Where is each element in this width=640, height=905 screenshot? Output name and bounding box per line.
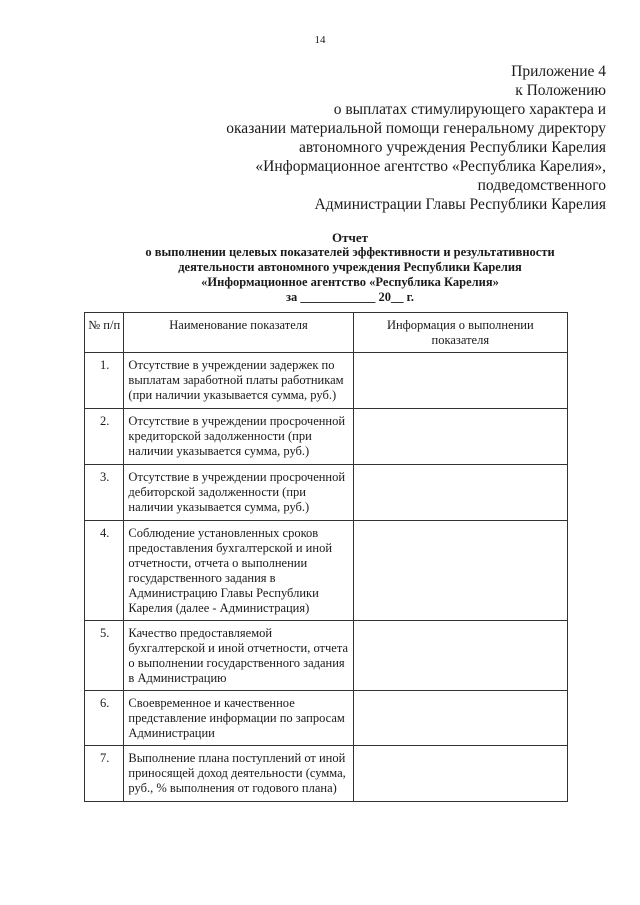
row-number: 6.	[85, 691, 124, 746]
appendix-line: «Информационное агентство «Республика Карелия»,	[255, 158, 606, 175]
row-indicator: Своевременное и качественное представление информации по запросам Администрации	[124, 691, 353, 746]
indicators-table	[84, 312, 568, 802]
header-number: № п/п	[85, 313, 124, 353]
table-row	[85, 746, 568, 802]
report-subtitle-line: о выполнении целевых показателей эффективности и результативности	[145, 245, 555, 259]
row-number: 2.	[85, 409, 124, 465]
appendix-line: Приложение 4	[511, 63, 606, 80]
row-number: 5.	[85, 621, 124, 691]
row-number: 1.	[85, 353, 124, 409]
row-info-cell[interactable]	[353, 465, 567, 521]
header-info: Информация о выполнении показателя	[353, 313, 567, 353]
appendix-line: к Положению	[515, 82, 606, 99]
table-row	[85, 465, 568, 521]
table-row	[85, 691, 568, 746]
row-number: 7.	[85, 746, 124, 802]
report-period: за ____________ 20__ г.	[285, 290, 415, 304]
report-title: Отчет	[332, 230, 368, 245]
row-indicator: Выполнение плана поступлений от иной приносящей доход деятельности (сумма, руб., % выполнения от годового плана)	[124, 746, 353, 802]
page-number: 14	[314, 34, 326, 46]
appendix-line: подведомственного	[477, 177, 606, 194]
row-info-cell[interactable]	[353, 691, 567, 746]
row-indicator: Соблюдение установленных сроков предоставления бухгалтерской и иной отчетности, отчета о выполнении государственного задания в Администрацию Главы Республики Карелия (далее - Администрация)	[124, 521, 353, 621]
row-info-cell[interactable]	[353, 621, 567, 691]
row-indicator: Отсутствие в учреждении просроченной кредиторской задолженности (при наличии указывается сумма, руб.)	[124, 409, 353, 465]
row-number: 3.	[85, 465, 124, 521]
row-indicator: Отсутствие в учреждении задержек по выплатам заработной платы работникам (при наличии указывается сумма, руб.)	[124, 353, 353, 409]
row-info-cell[interactable]	[353, 409, 567, 465]
row-indicator: Отсутствие в учреждении просроченной дебиторской задолженности (при наличии указывается сумма, руб.)	[124, 465, 353, 521]
table-header-row	[85, 313, 568, 353]
table-row	[85, 621, 568, 691]
report-subtitle-line: деятельности автономного учреждения Республики Карелия	[178, 260, 522, 274]
appendix-line: оказании материальной помощи генеральному директору	[226, 120, 606, 137]
table-row	[85, 409, 568, 465]
row-number: 4.	[85, 521, 124, 621]
appendix-line: о выплатах стимулирующего характера и	[333, 101, 606, 118]
report-subtitle-line: «Информационное агентство «Республика Карелия»	[201, 275, 499, 289]
row-info-cell[interactable]	[353, 353, 567, 409]
appendix-block	[226, 62, 606, 214]
table-row	[85, 521, 568, 621]
appendix-line: Администрации Главы Республики Карелия	[314, 196, 606, 213]
row-info-cell[interactable]	[353, 521, 567, 621]
row-indicator: Качество предоставляемой бухгалтерской и иной отчетности, отчета о выполнении государственного задания в Администрацию	[124, 621, 353, 691]
report-heading	[0, 230, 640, 305]
row-info-cell[interactable]	[353, 746, 567, 802]
header-name: Наименование показателя	[124, 313, 353, 353]
table-row	[85, 353, 568, 409]
appendix-line: автономного учреждения Республики Карелия	[298, 139, 606, 156]
